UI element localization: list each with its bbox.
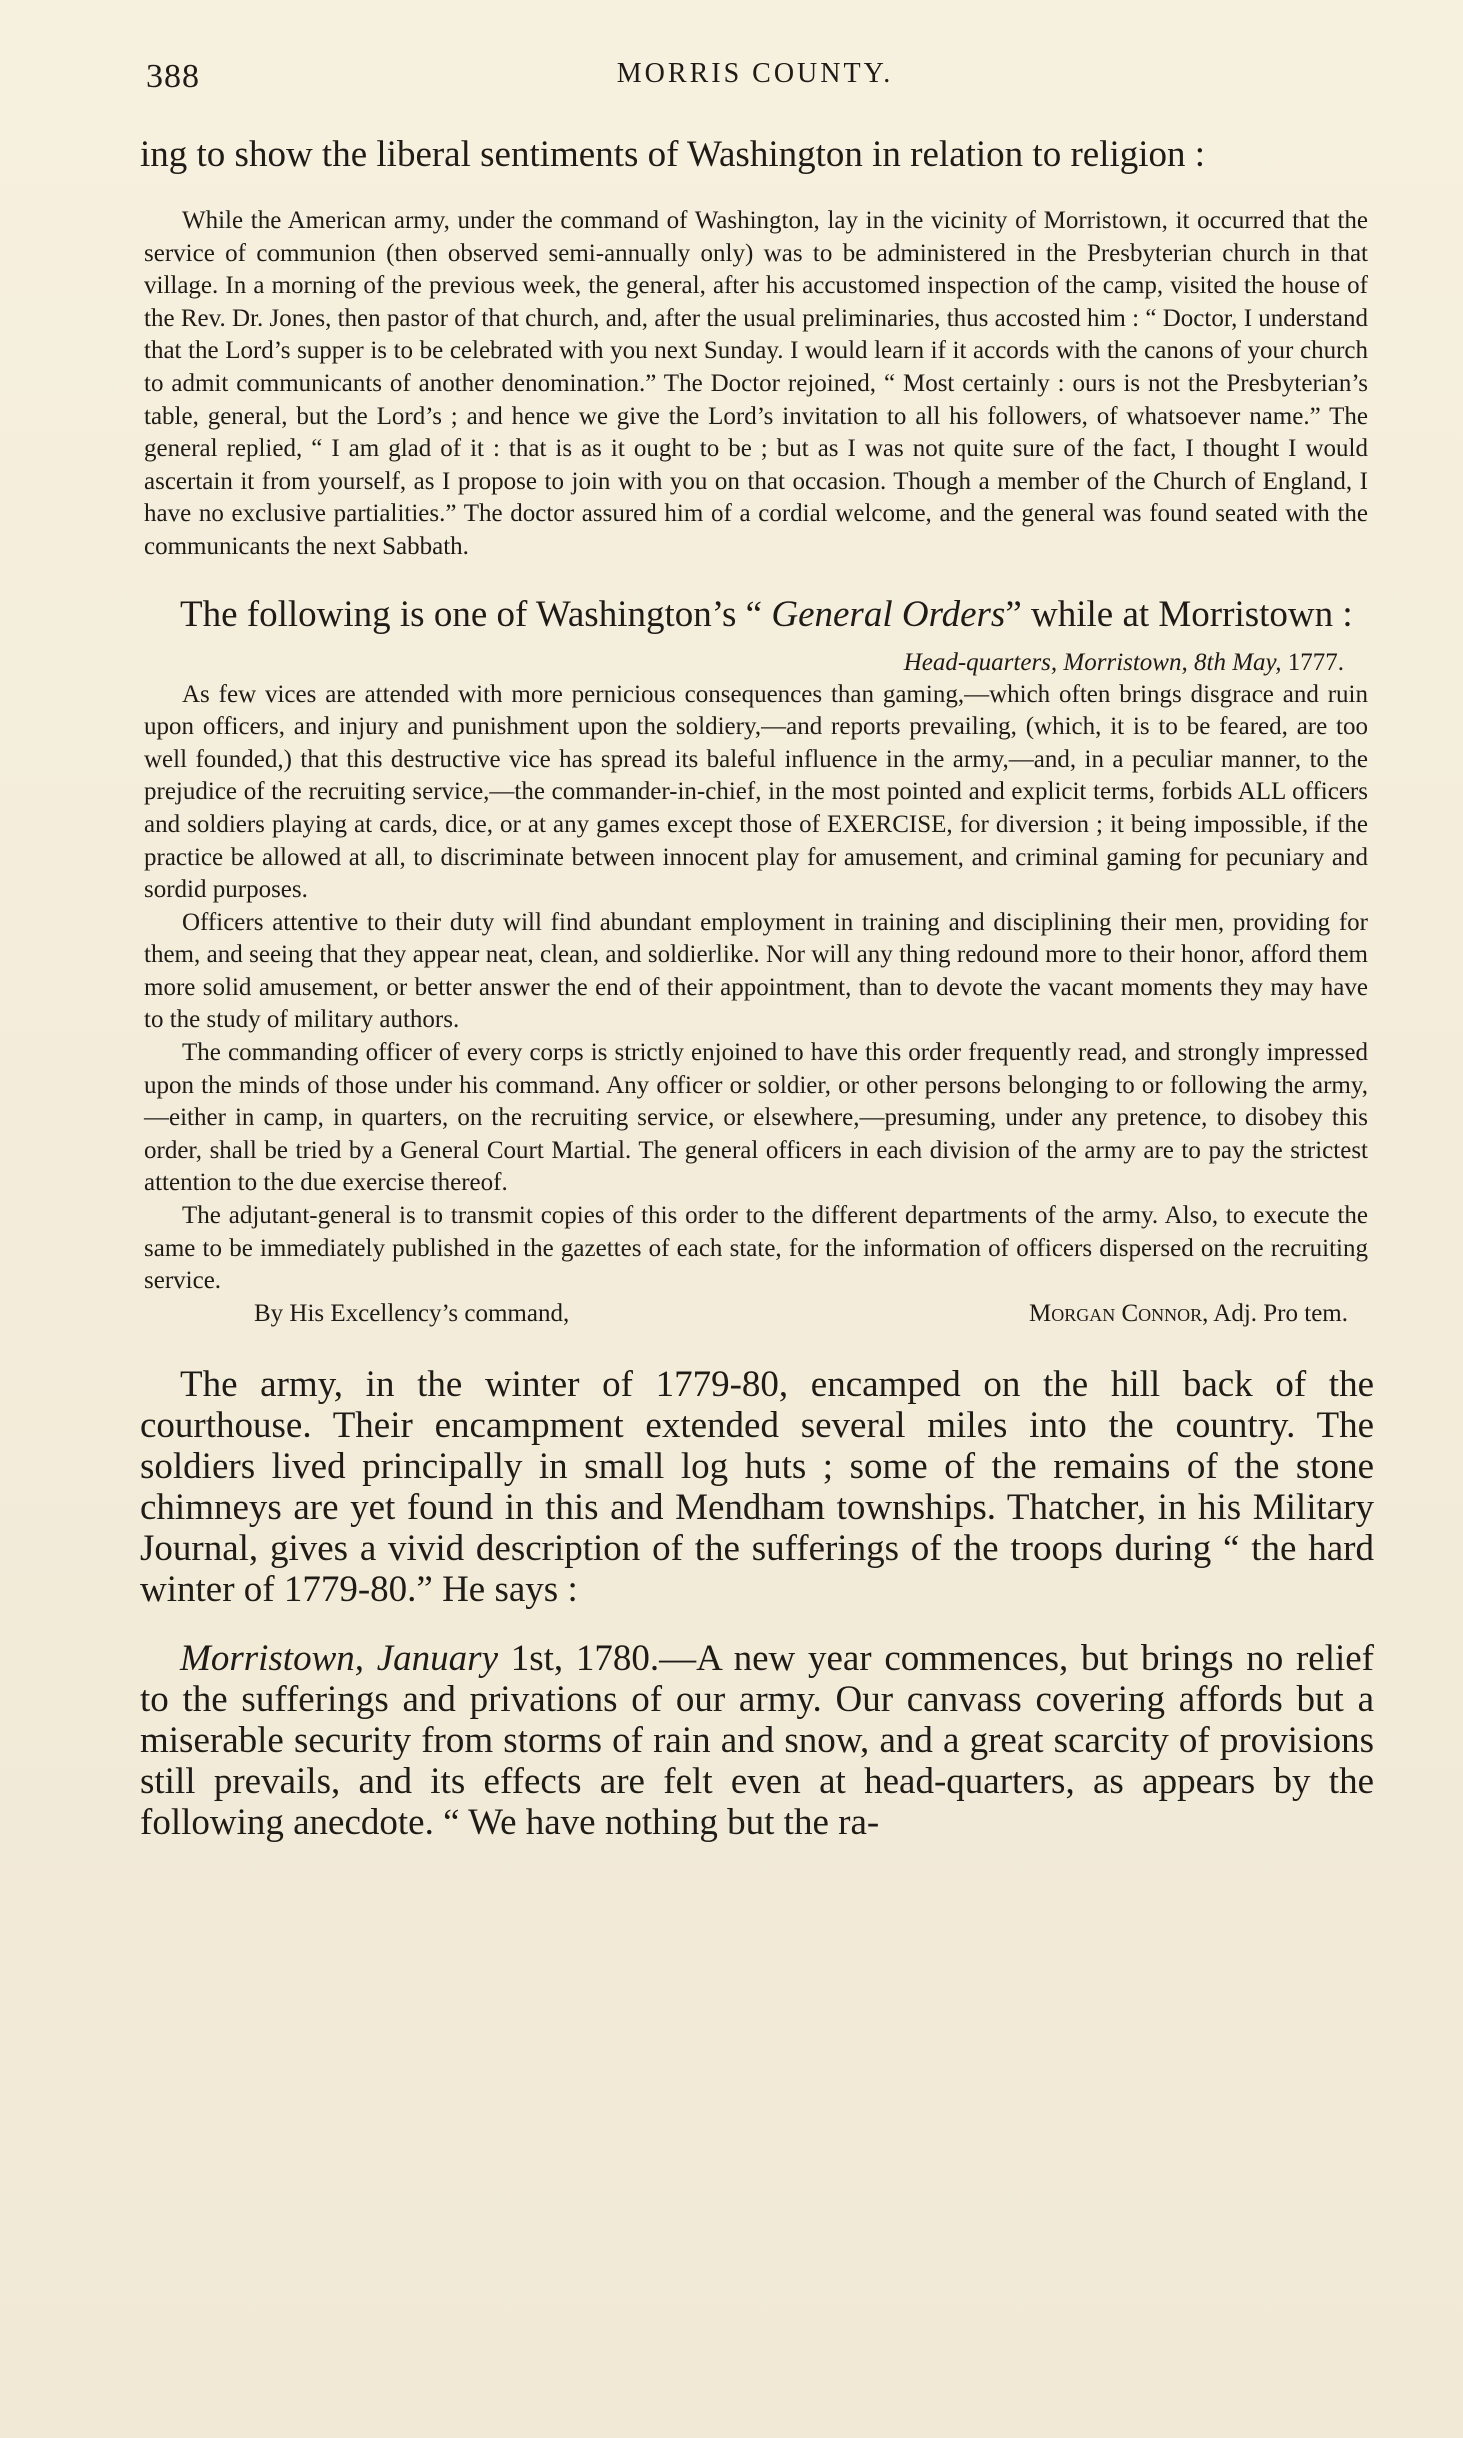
orders-intro-after: ” while at Morristown : (1005, 593, 1353, 635)
general-orders (140, 647, 1374, 1331)
orders-intro (140, 594, 1374, 635)
dateline-day: 8th May, (1194, 648, 1282, 676)
page-header (146, 58, 1364, 108)
orders-paragraph: As few vices are attended with more pernicious consequences than gaming,—which often brings disgrace and ruin upon officers, and injury and punishment upon the soldiery,—and reports prevailing, (which, it is to be feared, are too well founded,) that this destructive vice has spread its baleful influence in the army,—and, in a peculiar manner, to the prejudice of the recruiting service,—the commander-in-chief, in the most pointed and explicit terms, forbids ALL officers and soldiers playing at cards, dice, or at any games except those of EXERCISE, for diversion ; it being impossible, if the practice be allowed at all, to discriminate between innocent play for amusement, and criminal gaming for pecuniary and sordid purposes. (144, 680, 1368, 904)
dateline-place: Head-quarters, Morristown, (903, 648, 1188, 676)
signature-title: Adj. Pro tem. (1213, 1299, 1348, 1327)
orders-paragraph: The commanding officer of every corps is strictly enjoined to have this order frequently read, and strongly impressed upon the minds of those under his command. Any officer or soldier, or other persons belonging to or following the army,—either in camp, in quarters, on the recruiting service, or elsewhere,—presuming, under any pretence, to disobey this order, shall be tried by a General Court Martial. The general officers in each division of the army are to pay the strictest attention to the due exercise thereof. (144, 1039, 1368, 1197)
orders-paragraph: The adjutant-general is to transmit copies of this order to the different departments of the army. Also, to execute the same to be immediately published in the gazettes of each state, for the information of officers dispersed on the recruiting service. (144, 1202, 1368, 1295)
journal-text: —A new year commences, but brings no relief to the sufferings and privations of our army. Our canvass covering affords but a miserable security from storms of rain and snow, and a great scarcity of provisions still prevails, and its effects are felt even at head-quarters, as appears by the following anecdote. “ We have nothing but the ra- (140, 1638, 1374, 1844)
journal-place: Morristown, (180, 1638, 365, 1680)
orders-intro-before: The following is one of Washington’s “ (180, 593, 772, 635)
journal-date: January (376, 1638, 498, 1680)
orders-paragraph: Officers attentive to their duty will find abundant employment in training and disciplining their men, providing for them, and seeing that they appear neat, clean, and soldierlike. Nor will any thing redound more to their honor, afford them more solid amusement, or better answer the end of their appointment, than to devote the vacant moments they may have to the study of military authors. (144, 908, 1368, 1034)
journal-date-rest: 1st, 1780. (510, 1638, 660, 1680)
page-number: 388 (146, 58, 200, 95)
communion-anecdote: While the American army, under the command of Washington, lay in the vicinity of Morristown, it occurred that the service of communion (then observed semi-annually only) was to be administered in the Presbyterian church in that village. In a morning of the previous week, the general, after his accustomed inspection of the camp, visited the house of the Rev. Dr. Jones, then pastor of that church, and, after the usual preliminaries, thus accosted him : “ Doctor, I understand that the Lord’s supper is to be celebrated with you next Sunday. I would learn if it accords with the canons of your church to admit communicants of another denomination.” The Doctor rejoined, “ Most certainly : ours is not the Presbyterian’s table, general, but the Lord’s ; and hence we give the Lord’s invitation to all his followers, of whatsoever name.” The general replied, “ I am glad of it : that is as it ought to be ; but as I was not quite sure of the fact, I thought I would ascertain it from yourself, as I propose to join with you on that occasion. Though a member of the Church of England, I have no exclusive partialities.” The doctor assured him of a cordial welcome, and the general was found seated with the communicants the next Sabbath. (144, 207, 1368, 560)
orders-intro-italic: General Orders (771, 593, 1006, 635)
encampment-paragraph: The army, in the winter of 1779-80, encamped on the hill back of the courthouse. Their encampment extended several miles into the country. The soldiers lived principally in small log huts ; some of the remains of the stone chimneys are yet found in this and Mendham townships. Thatcher, in his Military Journal, gives a vivid description of the sufferings of the troops during “ the hard winter of 1779-80.” He says : (140, 1364, 1374, 1611)
page-body (140, 130, 1374, 1843)
intro-paragraph: ing to show the liberal sentiments of Washington in relation to religion : (140, 134, 1206, 175)
journal-entry (140, 1638, 1374, 1843)
signature-right (1029, 1298, 1348, 1331)
dateline-year: 1777. (1287, 648, 1344, 676)
orders-dateline (144, 647, 1344, 679)
signature-name: Morgan Connor, (1028, 1299, 1209, 1327)
signature-left: By His Excellency’s command, (254, 1299, 570, 1327)
orders-signature (144, 1298, 1368, 1331)
running-title: MORRIS COUNTY. (616, 58, 894, 89)
